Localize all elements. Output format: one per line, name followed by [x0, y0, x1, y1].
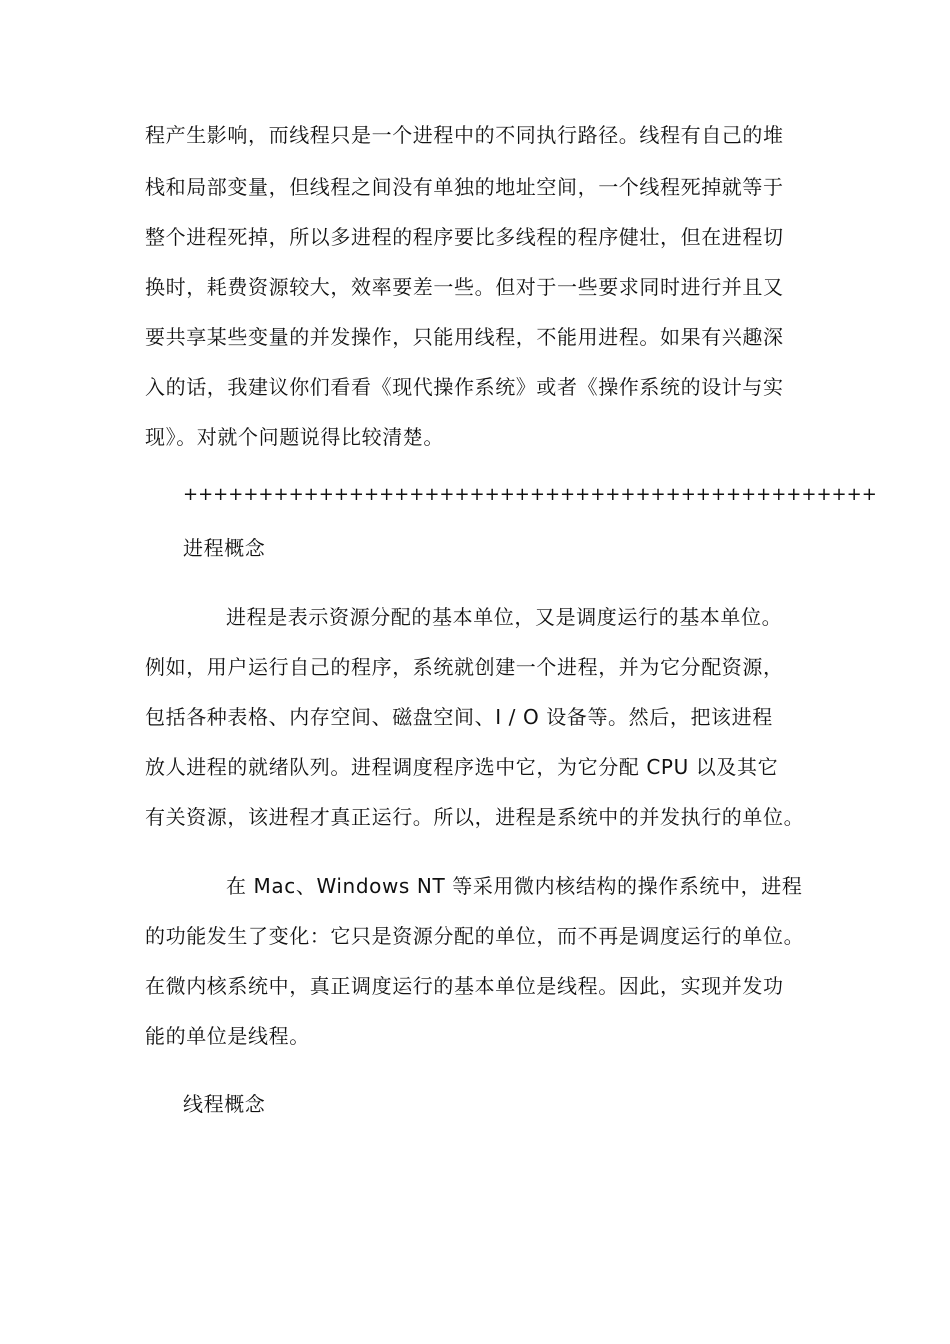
intro-line-2: 栈和局部变量，但线程之间没有单独的地址空间，一个线程死掉就等于: [145, 175, 784, 199]
intro-line-1: 程产生影响，而线程只是一个进程中的不同执行路径。线程有自己的堆: [145, 123, 784, 147]
process-heading: 进程概念: [183, 536, 266, 560]
process-p1-line-1: 进程是表示资源分配的基本单位，又是调度运行的基本单位。: [226, 605, 783, 629]
process-p1-line-5: 有关资源，该进程才真正运行。所以，进程是系统中的并发执行的单位。: [145, 805, 805, 829]
intro-line-3: 整个进程死掉，所以多进程的程序要比多线程的程序健壮，但在进程切: [145, 225, 784, 249]
process-p2-line-4: 能的单位是线程。: [145, 1024, 310, 1048]
process-p1-line-2: 例如，用户运行自己的程序，系统就创建一个进程，并为它分配资源，: [145, 655, 784, 679]
process-p1-line-4: 放人进程的就绪队列。进程调度程序选中它，为它分配 CPU 以及其它: [145, 755, 779, 779]
intro-line-4: 换时，耗费资源较大，效率要差一些。但对于一些要求同时进行并且又: [145, 275, 784, 299]
process-p2-line-3: 在微内核系统中，真正调度运行的基本单位是线程。因此，实现并发功: [145, 974, 784, 998]
thread-heading: 线程概念: [183, 1092, 266, 1116]
section-separator: ++++++++++++++++++++++++++++++++++++++++++++++: [183, 484, 877, 505]
process-p2-line-1: 在 Mac、Windows NT 等采用微内核结构的操作系统中，进程: [226, 874, 803, 898]
process-p1-line-3: 包括各种表格、内存空间、磁盘空间、I / O 设备等。然后，把该进程: [145, 705, 773, 729]
process-p2-line-2: 的功能发生了变化：它只是资源分配的单位，而不再是调度运行的单位。: [145, 924, 805, 948]
intro-line-7: 现》。对就个问题说得比较清楚。: [145, 425, 444, 449]
intro-line-6: 入的话，我建议你们看看《现代操作系统》或者《操作系统的设计与实: [145, 375, 784, 399]
intro-line-5: 要共享某些变量的并发操作，只能用线程，不能用进程。如果有兴趣深: [145, 325, 784, 349]
